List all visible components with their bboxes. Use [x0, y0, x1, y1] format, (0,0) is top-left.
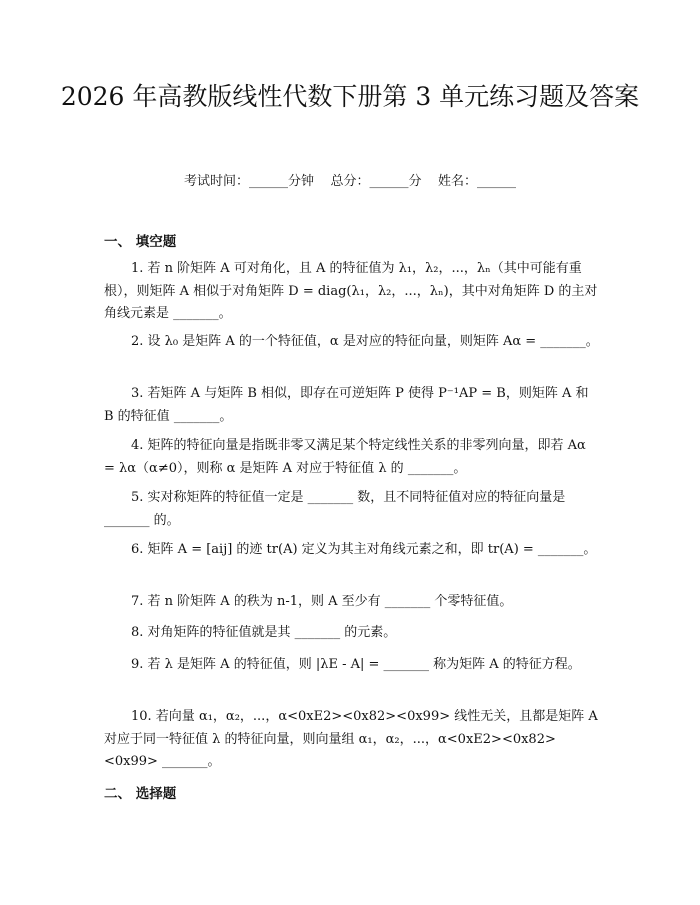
- question-4: [104, 435, 600, 480]
- question-text: 7. 若 n 阶矩阵 A 的秩为 n-1，则 A 至少有 _______ 个零特征值。: [131, 594, 513, 609]
- section-heading-multiple-choice: 二、 选择题: [104, 786, 177, 802]
- question-text: 10. 若向量 α₁，α₂，...，α<0xE2><0x82><0x99> 线性无关，且都是矩阵 A 对应于同一特征值 λ 的特征向量，则向量组 α₁，α₂，...，α<0xE2><0x82><0x99> _______。: [104, 709, 598, 769]
- question-6: [104, 539, 600, 562]
- question-text: 4. 矩阵的特征向量是指既非零又满足某个特定线性关系的非零列向量，即若 Aα = λα（α≠0），则称 α 是矩阵 A 对应于特征值 λ 的 _______。: [104, 438, 586, 476]
- section-heading-fill-in: 一、 填空题: [104, 234, 177, 250]
- question-text: 5. 实对称矩阵的特征值一定是 _______ 数，且不同特征值对应的特征向量是 _______ 的。: [104, 490, 566, 528]
- question-2: [104, 331, 600, 354]
- question-9: [104, 654, 600, 677]
- document-title: 2026 年高教版线性代数下册第 3 单元练习题及答案: [60, 82, 640, 111]
- question-text: 9. 若 λ 是矩阵 A 的特征值，则 |λE - A| = _______ 称为矩阵 A 的特征方程。: [131, 657, 581, 672]
- question-5: [104, 487, 600, 532]
- question-text: 8. 对角矩阵的特征值就是其 _______ 的元素。: [131, 625, 397, 640]
- question-text: 3. 若矩阵 A 与矩阵 B 相似，即存在可逆矩阵 P 使得 P⁻¹AP = B，则矩阵 A 和 B 的特征值 _______。: [104, 386, 589, 424]
- question-text: 1. 若 n 阶矩阵 A 可对角化，且 A 的特征值为 λ₁，λ₂，...，λₙ（其中可能有重根），则矩阵 A 相似于对角矩阵 D = diag(λ₁，λ₂，...，λₙ)，其中对角矩阵 D 的主对角线元素是 _______。: [104, 261, 598, 321]
- exam-info-line: 考试时间：______分钟 总分：______分 姓名：______: [183, 174, 517, 189]
- question-3: [104, 383, 600, 428]
- question-text: 2. 设 λ₀ 是矩阵 A 的一个特征值，α 是对应的特征向量，则矩阵 Aα = _______。: [131, 334, 599, 349]
- question-text: 6. 矩阵 A = [aij] 的迹 tr(A) 定义为其主对角线元素之和，即 tr(A) = _______。: [131, 542, 597, 557]
- question-8: [104, 622, 600, 645]
- question-1: [104, 258, 600, 326]
- question-10: [104, 706, 600, 774]
- question-7: [104, 591, 600, 614]
